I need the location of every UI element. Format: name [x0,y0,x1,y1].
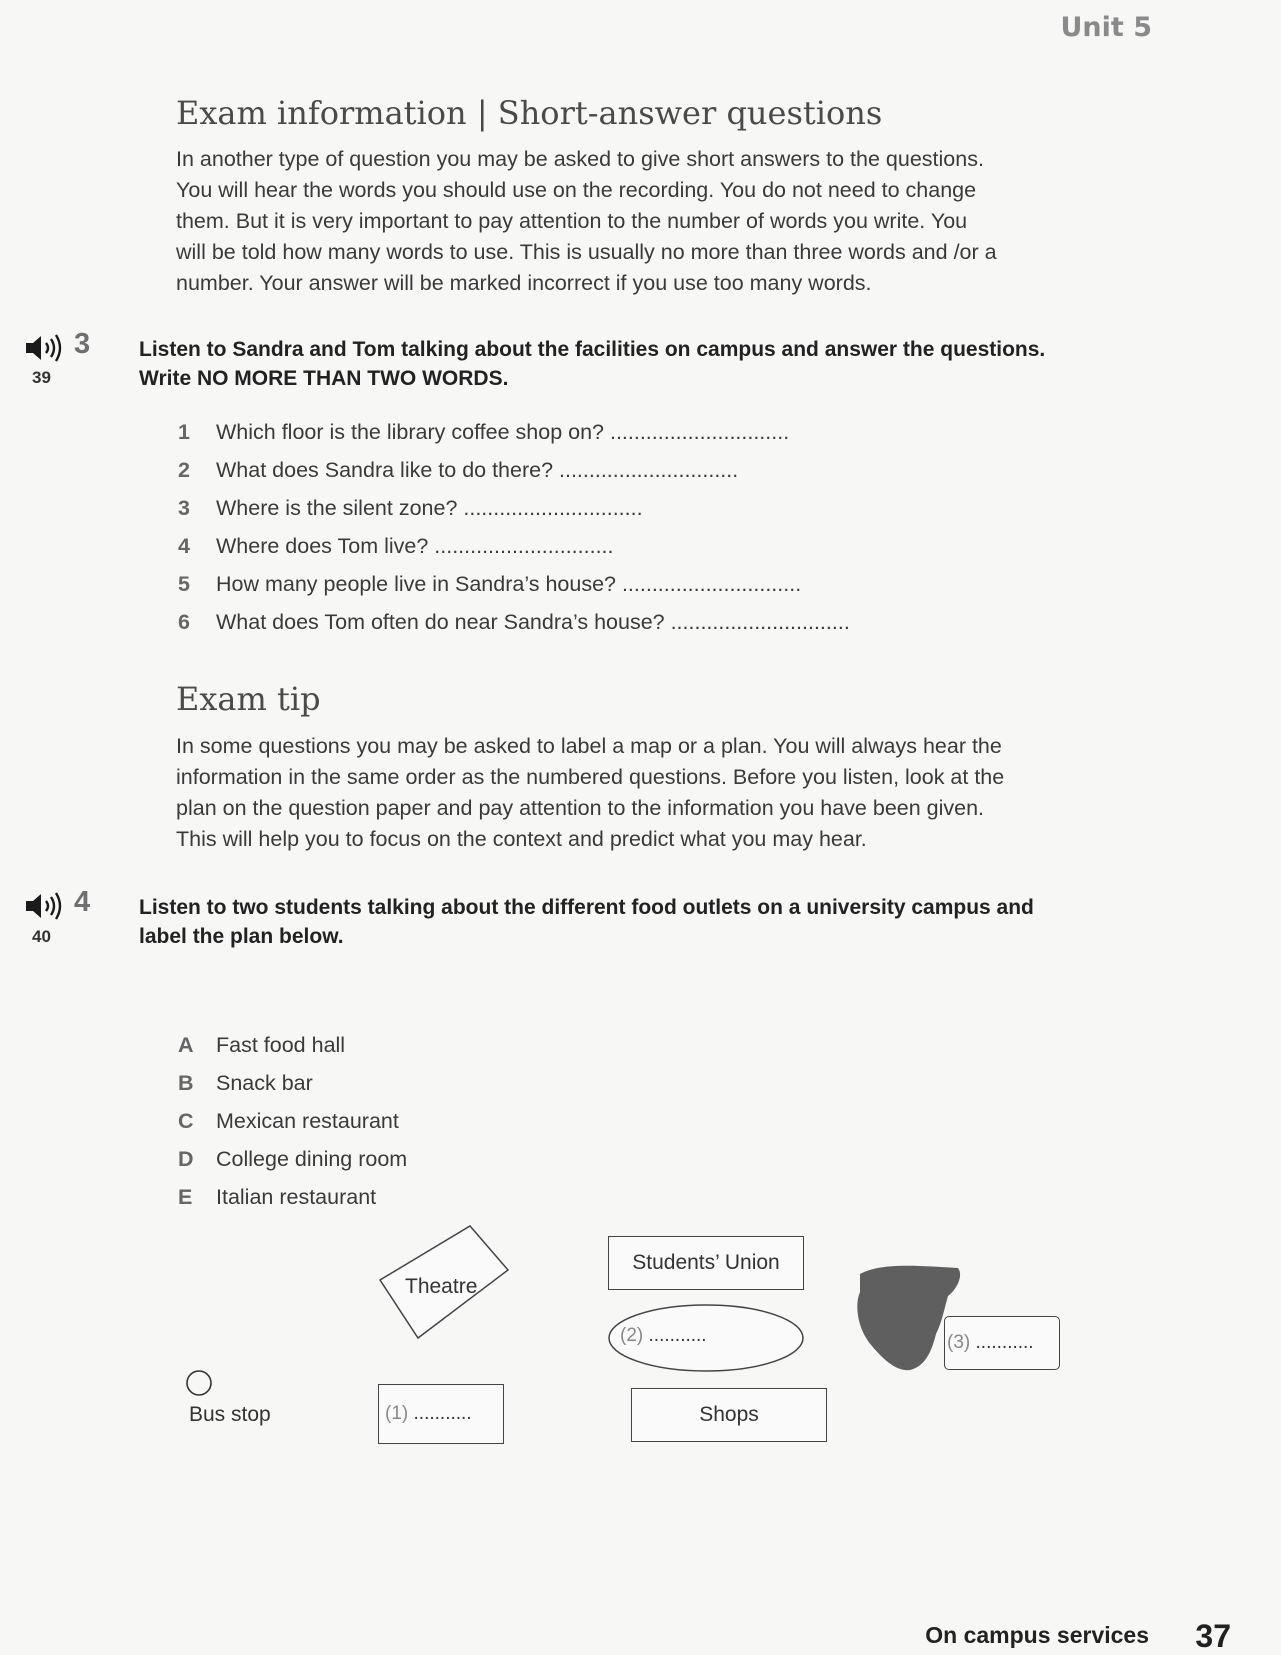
exam-info-line: In another type of question you may be asked to give short answers to the questions. [176,147,984,171]
blank-2[interactable] [620,1325,707,1347]
exam-info-title: Exam information | Short-answer questions [176,94,883,132]
exam-info-line: You will hear the words you should use on the recording. You do not need to change [176,178,977,202]
instruction-line: label the plan below. [139,925,344,948]
bus-stop-label: Bus stop [189,1403,271,1426]
question-item [178,527,850,565]
option-letter: A [178,1032,194,1057]
exam-tip-line: plan on the question paper and pay attention to the information you have been given. [176,796,985,820]
question-text[interactable]: How many people live in Sandra’s house? .............................. [216,571,802,596]
question-text[interactable]: Which floor is the library coffee shop on? .............................. [216,419,790,444]
exam-tip-body [176,731,1076,855]
blank-2-number: (2) [620,1325,644,1346]
blank-1-number: (1) [385,1403,409,1424]
option-letter: D [178,1146,194,1171]
question-item [178,451,850,489]
option-text: Mexican restaurant [216,1108,399,1133]
shops-label: Shops [699,1403,759,1426]
option-text: Snack bar [216,1070,313,1095]
option-item [178,1102,407,1140]
question-number: 1 [178,419,190,444]
exercise-3-instruction [139,335,1139,393]
track-number: 39 [32,368,51,387]
option-item [178,1064,407,1102]
exam-tip-line: In some questions you may be asked to label a map or a plan. You will always hear the [176,734,1002,758]
blank-3-number: (3) [947,1332,971,1353]
exam-tip-title: Exam tip [176,680,321,718]
option-text: College dining room [216,1146,408,1171]
question-text[interactable]: What does Sandra like to do there? .............................. [216,457,739,482]
instruction-line: Write NO MORE THAN TWO WORDS. [139,367,509,390]
question-item [178,489,850,527]
exercise-4-number: 4 [74,886,91,918]
footer-section-title: On campus services [925,1622,1149,1648]
option-text: Fast food hall [216,1032,346,1057]
blank-1-dots: ........... [413,1403,472,1424]
blank-2-dots: ........... [648,1325,707,1346]
option-item [178,1026,407,1064]
audio-speaker-icon[interactable] [24,890,68,922]
theatre-label: Theatre [405,1275,478,1298]
question-number: 6 [178,609,190,634]
question-number: 2 [178,457,190,482]
exam-info-line: number. Your answer will be marked incorrect if you use too many words. [176,271,872,295]
exam-tip-line: This will help you to focus on the context and predict what you may hear. [176,827,867,851]
question-list [178,413,850,641]
question-text[interactable]: Where does Tom live? .............................. [216,533,614,558]
option-item [178,1178,407,1216]
instruction-line: Listen to two students talking about the different food outlets on a university campus and [139,896,1034,919]
blank-1-box[interactable] [378,1384,504,1444]
bus-stop-icon [184,1368,214,1398]
exercise-3-number: 3 [74,328,91,360]
students-union-label: Students’ Union [632,1251,780,1274]
audio-speaker-icon[interactable] [24,332,68,364]
option-item [178,1140,407,1178]
track-number: 40 [32,927,51,946]
options-list [178,1026,407,1216]
exam-info-line: them. But it is very important to pay attention to the number of words you write. You [176,209,968,233]
option-letter: B [178,1070,194,1095]
blank-3-box[interactable] [944,1316,1060,1370]
page-number: 37 [1195,1618,1231,1654]
instruction-line: Listen to Sandra and Tom talking about the facilities on campus and answer the questions. [139,338,1046,361]
exam-info-body [176,144,1076,299]
blank-3-dots: ........... [975,1332,1034,1353]
exercise-4-instruction [139,893,1139,951]
question-text[interactable]: Where is the silent zone? .............................. [216,495,643,520]
students-union-box [608,1236,804,1290]
option-letter: E [178,1184,193,1209]
option-text: Italian restaurant [216,1184,377,1209]
question-number: 5 [178,571,190,596]
question-item [178,565,850,603]
exam-tip-line: information in the same order as the numbered questions. Before you listen, look at the [176,765,1005,789]
question-text[interactable]: What does Tom often do near Sandra’s house? .............................. [216,609,850,634]
shops-box [631,1388,827,1442]
question-number: 4 [178,533,190,558]
exam-info-line: will be told how many words to use. This is usually no more than three words and /or a [176,240,997,264]
option-letter: C [178,1108,194,1133]
question-number: 3 [178,495,190,520]
unit-label: Unit 5 [1060,12,1152,43]
question-item [178,603,850,641]
question-item [178,413,850,451]
